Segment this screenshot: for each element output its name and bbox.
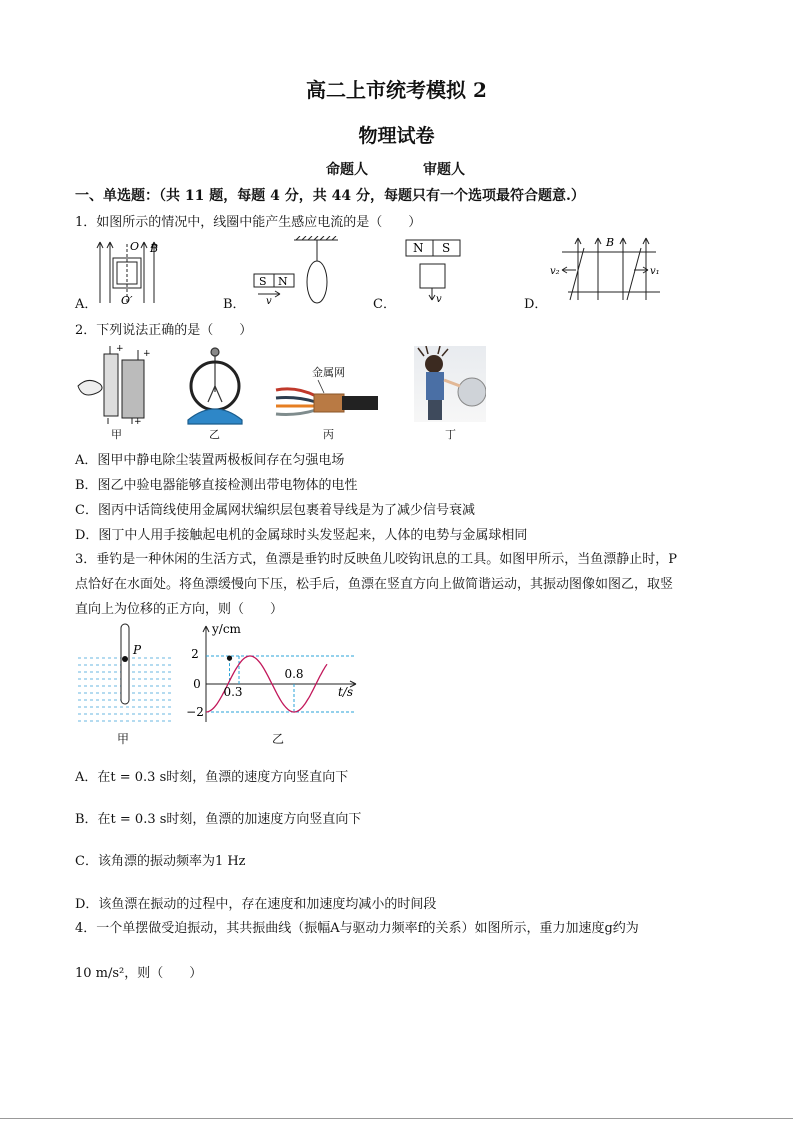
marked-point	[227, 656, 232, 661]
q2-caption-bing: 丙	[323, 428, 334, 441]
q1-figure-d	[548, 234, 678, 306]
q3-option-d: D．该鱼漂在振动的过程中，存在速度和加速度均减小的时间段	[75, 897, 437, 912]
page-bottom-rule	[0, 1118, 793, 1119]
q2-option-c: C．图丙中话筒线使用金属网状编织层包裹着导线是为了减少信号衰减	[75, 503, 475, 518]
q1-label-O: O	[130, 240, 140, 253]
reviewer-label: 审题人	[423, 162, 465, 178]
q1-label-v-c: v	[436, 294, 442, 305]
q1-label-N-c: N	[413, 241, 424, 255]
plus-sign-1: +	[116, 344, 124, 354]
q3-vibration-chart	[186, 622, 366, 728]
q1-label-B-d: B	[606, 236, 615, 249]
plus-sign-2: +	[143, 349, 151, 359]
q1-option-c: C．	[373, 297, 396, 312]
exam-title: 高二上市统考模拟 2	[306, 78, 487, 102]
q2-figure-bing	[272, 376, 382, 426]
metal-mesh-label: 金属网	[312, 366, 345, 379]
q1-option-d: D．	[524, 297, 548, 312]
author-label: 命题人	[326, 162, 368, 178]
q1-figure-c	[400, 236, 470, 308]
q1-option-b: B．	[223, 297, 246, 312]
q1-label-O-prime: O′	[121, 294, 133, 307]
q1-label-B: B	[150, 242, 159, 255]
q1-label-S: S	[259, 275, 267, 288]
y-tick-2: 2	[191, 647, 199, 661]
y-tick-neg2: −2	[186, 705, 204, 719]
q3-label-P: P	[133, 643, 142, 657]
q1-label-N: N	[278, 275, 288, 288]
q2-caption-ding: 丁	[445, 428, 456, 441]
x-tick-0.3: 0.3	[223, 685, 243, 699]
x-axis-label: t/s	[338, 685, 354, 699]
q4-stem: 4．一个单摆做受迫振动，其共振曲线（振幅A与驱动力频率f的关系）如图所示，重力加速度g约为	[75, 921, 639, 936]
q1-figure-b	[246, 236, 346, 306]
q2-figure-yi	[180, 342, 250, 426]
q3-stem-line3: 直向上为位移的正方向，则（ ）	[75, 602, 284, 617]
q4-stem-continuation: 10 m/s²，则（ ）	[75, 966, 203, 981]
q1-option-a: A．	[75, 297, 98, 312]
q2-figure-jia	[74, 342, 154, 426]
q3-stem-line1: 3．垂钓是一种休闲的生活方式，鱼漂是垂钓时反映鱼儿咬钩讯息的工具。如图甲所示，当鱼漂静止时，P	[75, 552, 678, 567]
section-heading: 一、单选题：（共 11 题，每题 4 分，共 44 分，每题只有一个选项最符合题意.）	[75, 188, 585, 204]
q3-figure-float	[76, 622, 176, 728]
q1-label-v: v	[266, 296, 272, 306]
q3-option-a: A．在t = 0.3 s时刻，鱼漂的速度方向竖直向下	[75, 770, 349, 785]
q3-caption-jia: 甲	[117, 732, 130, 746]
q2-figure-ding	[414, 346, 486, 422]
q2-option-a: A．图甲中静电除尘装置两极板间存在匀强电场	[75, 453, 345, 468]
plus-sign-3: +	[134, 417, 142, 426]
q2-option-b: B．图乙中验电器能够直接检测出带电物体的电性	[75, 478, 358, 493]
q3-caption-yi: 乙	[272, 732, 285, 746]
q3-option-b: B．在t = 0.3 s时刻，鱼漂的加速度方向竖直向下	[75, 812, 362, 827]
q1-figure-a	[95, 238, 165, 308]
q1-label-v2: v₂	[550, 266, 560, 277]
q1-stem: 1．如图所示的情况中，线圈中能产生感应电流的是（ ）	[75, 215, 422, 230]
q1-label-S-c: S	[442, 241, 451, 255]
q2-caption-jia: 甲	[111, 428, 122, 441]
q2-caption-yi: 乙	[209, 428, 220, 441]
q2-stem: 2．下列说法正确的是（ ）	[75, 323, 253, 338]
q3-stem-line2: 点恰好在水面处。将鱼漂缓慢向下压，松手后，鱼漂在竖直方向上做简谐运动，其振动图像如图乙，取竖	[75, 577, 674, 592]
y-axis-label: y/cm	[212, 622, 241, 636]
q2-option-d: D．图丁中人用手接触起电机的金属球时头发竖起来，人体的电势与金属球相同	[75, 528, 528, 543]
subject-title: 物理试卷	[358, 125, 435, 147]
y-tick-0: 0	[193, 677, 201, 691]
q3-option-c: C．该角漂的振动频率为1 Hz	[75, 854, 246, 869]
person-with-static-hair-photo	[414, 346, 486, 422]
point-P-marker	[122, 656, 128, 662]
x-tick-0.8: 0.8	[284, 667, 304, 681]
q1-label-v1: v₁	[650, 266, 660, 277]
